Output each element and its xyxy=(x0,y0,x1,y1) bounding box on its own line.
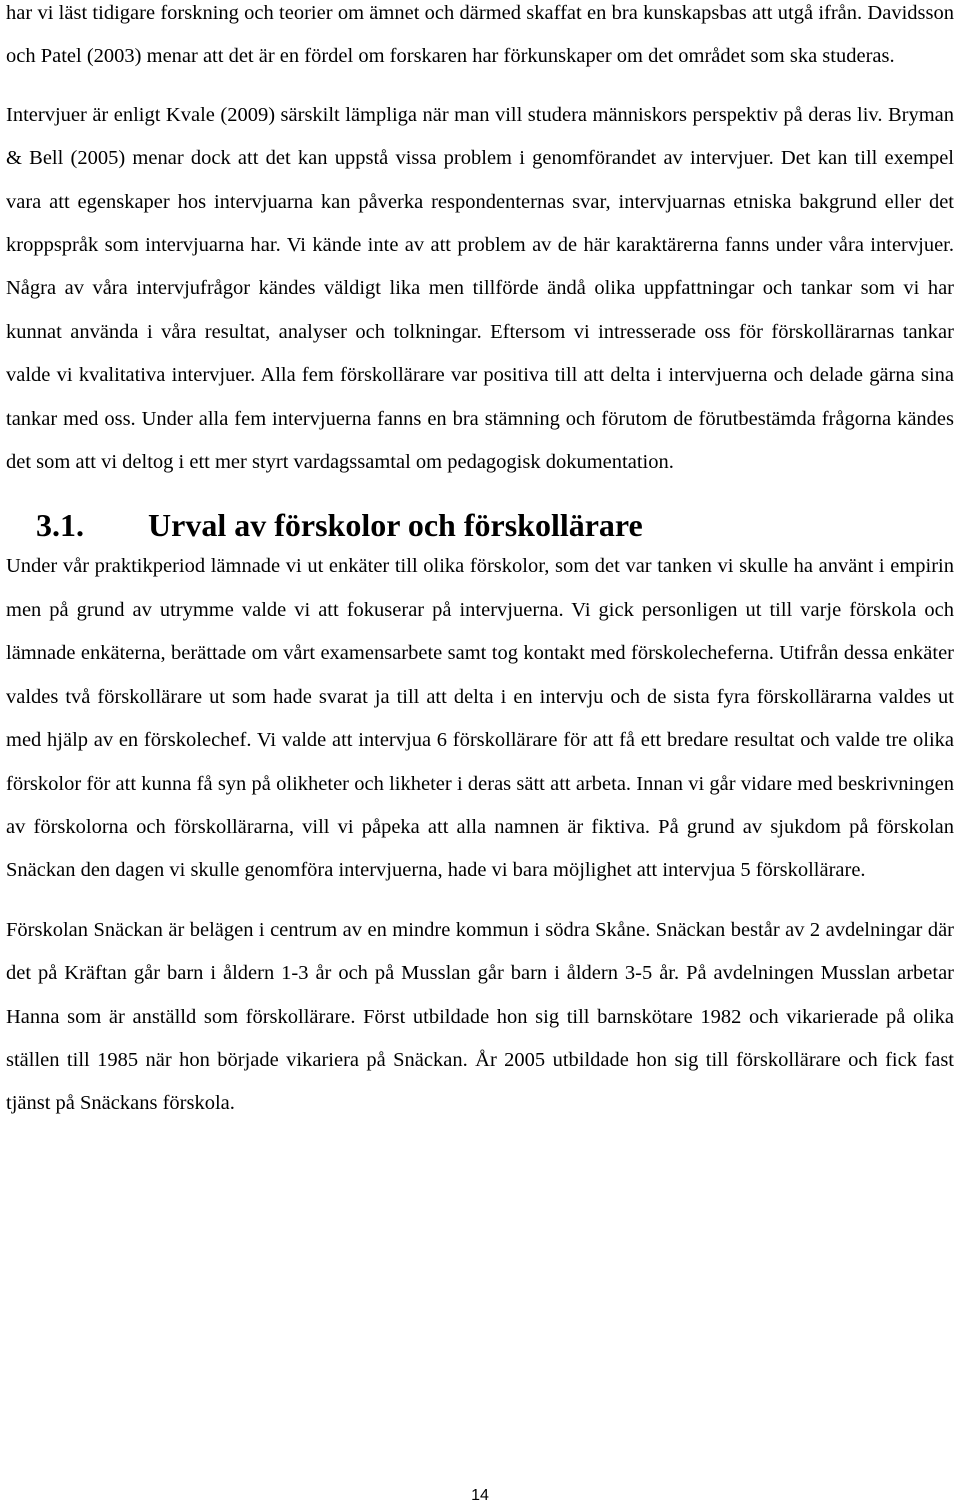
section-title: Urval av förskolor och förskollärare xyxy=(148,507,643,544)
page-number: 14 xyxy=(471,1487,489,1504)
section-heading xyxy=(6,505,954,545)
body-paragraph: Intervjuer är enligt Kvale (2009) särskilt lämpliga när man vill studera människors perspektiv på deras liv. Bryman & Bell (2005) menar dock att det kan uppstå vissa problem i genomförandet av intervjuer. Det kan till exempel vara att egenskaper hos intervjuarna kan påverka respondenternas svar, intervjuarnas etniska bakgrund eller det kroppspråk som intervjuarna har. Vi kände inte av att problem av de här karaktärerna fanns under våra intervjuer. Några av våra intervjufrågor kändes väldigt lika men tillförde ändå olika uppfattningar och tankar som vi har kunnat använda i våra resultat, analyser och tolkningar. Eftersom vi intresserade oss för förskollärarnas tankar valde vi kvalitativa intervjuer. Alla fem förskollärare var positiva till att delta i intervjuerna och delade gärna sina tankar med oss. Under alla fem intervjuerna fanns en bra stämning och förutom de förutbestämda frågorna kändes det som att vi deltog i ett mer styrt vardagssamtal om pedagogisk dokumentation. xyxy=(6,103,954,474)
body-paragraph: Förskolan Snäckan är belägen i centrum av en mindre kommun i södra Skåne. Snäckan består av 2 avdelningar där det på Kräftan går barn i åldern 1-3 år och på Musslan går barn i åldern 3-5 år. På avdelningen Musslan arbetar Hanna som är anställd som förskollärare. Först utbildade hon sig till barnskötare 1982 och vikarierade på olika ställen till 1985 när hon började vikariera på Snäckan. År 2005 utbildade hon sig till förskollärare och fick fast tjänst på Snäckans förskola. xyxy=(6,918,954,1115)
document-page xyxy=(6,0,954,1126)
body-paragraph: Under vår praktikperiod lämnade vi ut enkäter till olika förskolor, som det var tanken vi skulle ha använt i empirin men på grund av utrymme valde vi att fokuserar på intervjuerna. Vi gick personligen ut till varje förskola och lämnade enkäterna, berättade om vårt examensarbete samt tog kontakt med förskolecheferna. Utifrån dessa enkäter valdes två förskollärare ut som hade svarat ja till att delta i en intervju och de sista fyra förskollärarna valdes ut med hjälp av en förskolechef. Vi valde att intervjua 6 förskollärare för att få ett bredare resultat och valde tre olika förskolor för att kunna få syn på olikheter och likheter i deras sätt att arbeta. Innan vi går vidare med beskrivningen av förskolorna och förskollärarna, vill vi påpeka att alla namnen är fiktiva. På grund av sjukdom på förskolan Snäckan den dagen vi skulle genomföra intervjuerna, hade vi bara möjlighet att intervjua 5 förskollärare. xyxy=(6,555,954,882)
section-number: 3.1. xyxy=(36,507,84,544)
body-paragraph: har vi läst tidigare forskning och teorier om ämnet och därmed skaffat en bra kunskapsbas att utgå ifrån. Davidsson och Patel (2003) menar att det är en fördel om forskaren har förkunskaper om det området som ska studeras. xyxy=(6,2,954,68)
